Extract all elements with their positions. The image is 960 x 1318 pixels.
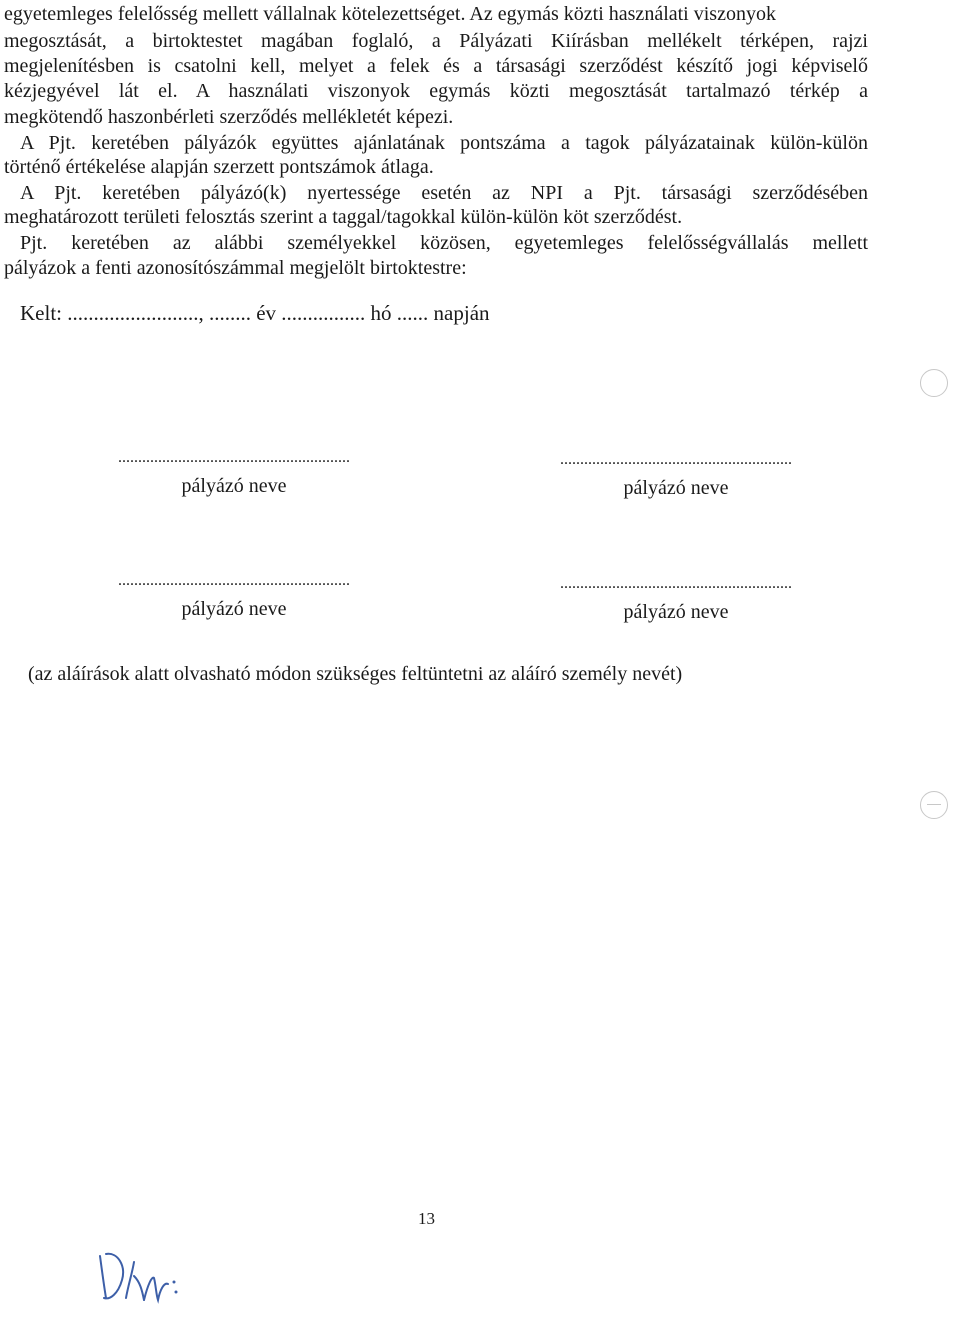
paragraph-line-9: meghatározott területi felosztás szerint a taggal/tagokkal külön-külön köt szerződést. — [4, 206, 683, 228]
signature-label: pályázó neve — [181, 475, 287, 497]
paragraph-line-6: A Pjt. keretében pályázók együttes ajánlatának pontszáma a tagok pályázatainak külön-külön — [20, 132, 868, 154]
signature-line: .......................................................... — [118, 449, 350, 466]
paragraph-line-11: pályázok a fenti azonosítószámmal megjelölt birtoktestre: — [4, 257, 467, 279]
signature-block-4 — [536, 575, 816, 624]
signature-block-1 — [94, 449, 374, 498]
signature-label: pályázó neve — [623, 601, 729, 623]
handwritten-initials — [96, 1246, 186, 1311]
paragraph-line-10: Pjt. keretében az alábbi személyekkel közösen, egyetemleges felelősségvállalás mellett — [20, 232, 868, 254]
signature-block-2 — [536, 451, 816, 500]
signature-line: .......................................................... — [560, 451, 792, 468]
punch-hole-mark — [920, 369, 948, 397]
paragraph-line-4: kézjegyével lát el. A használati viszonyok egymás közti megosztását tartalmazó térkép a — [4, 80, 868, 102]
punch-hole-mark — [920, 791, 948, 819]
paragraph-line-3: megjelenítésben is csatolni kell, melyet a felek és a társasági szerződést készítő jogi képviselő — [4, 55, 868, 77]
paragraph-line-5: megkötendő haszonbérleti szerződés mellékletét képezi. — [4, 106, 454, 128]
paragraph-line-1: egyetemleges felelősség mellett vállalnak kötelezettséget. Az egymás közti használati viszonyok — [4, 3, 776, 25]
signature-note: (az aláírások alatt olvasható módon szükséges feltüntetni az aláíró személy nevét) — [28, 663, 683, 685]
page-number: 13 — [418, 1209, 435, 1228]
signature-line: .......................................................... — [118, 572, 350, 589]
signature-label: pályázó neve — [181, 598, 287, 620]
signature-label: pályázó neve — [623, 477, 729, 499]
paragraph-line-8: A Pjt. keretében pályázó(k) nyertessége esetén az NPI a Pjt. társasági szerződésében — [20, 182, 868, 204]
signature-block-3 — [94, 572, 374, 621]
date-line: Kelt: ........................., ........ év ................ hó ...... napján — [20, 301, 490, 325]
signature-line: .......................................................... — [560, 575, 792, 592]
paragraph-line-2: megosztását, a birtoktestet magában foglaló, a Pályázati Kiírásban mellékelt térképen, rajzi — [4, 30, 868, 52]
paragraph-line-7: történő értékelése alapján szerzett pontszámok átlaga. — [4, 156, 434, 178]
